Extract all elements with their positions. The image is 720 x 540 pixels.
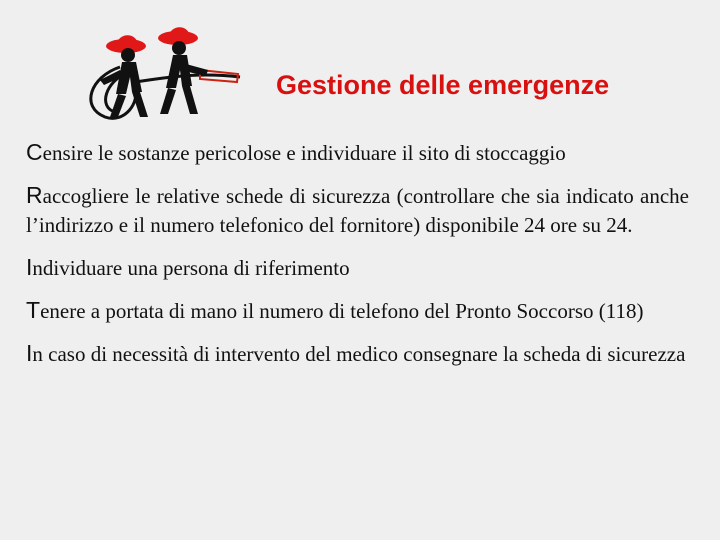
item-initial: R	[26, 182, 43, 208]
item-text: accogliere le relative schede di sicurezza (controllare che sia indicato anche l’indirizzo e il numero telefonico del fornitore) disponibile 24 ore su 24.	[26, 184, 689, 237]
list-item	[26, 339, 689, 369]
item-initial: I	[26, 340, 33, 366]
item-initial: I	[26, 254, 33, 280]
emergency-steps-list	[26, 138, 689, 369]
item-text: ensire le sostanze pericolose e individuare il sito di stoccaggio	[42, 141, 566, 165]
item-text: ndividuare una persona di riferimento	[32, 256, 350, 280]
item-text: enere a portata di mano il numero di telefono del Pronto Soccorso (118)	[40, 299, 644, 323]
list-item	[26, 181, 689, 240]
item-initial: T	[26, 297, 41, 323]
firefighters-hose-icon	[80, 22, 245, 127]
list-item	[26, 253, 689, 283]
list-item	[26, 138, 689, 168]
page-title: Gestione delle emergenze	[276, 70, 610, 100]
item-initial: C	[26, 139, 43, 165]
item-text: n caso di necessità di intervento del medico consegnare la scheda di sicurezza	[32, 342, 686, 366]
list-item	[26, 296, 689, 326]
